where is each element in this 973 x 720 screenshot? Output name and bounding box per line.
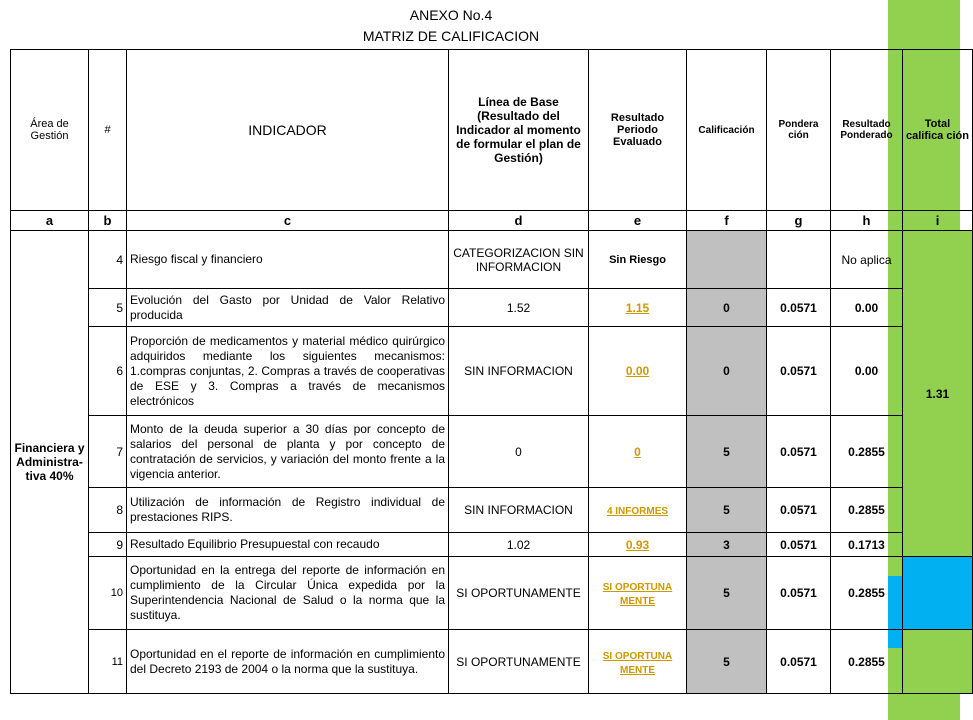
- weighted-result: 0.2855: [831, 488, 903, 533]
- row-number: 4: [89, 231, 127, 289]
- row-number: 9: [89, 533, 127, 557]
- total-empty-cell: [903, 630, 973, 694]
- qualification-value: 5: [687, 416, 767, 488]
- baseline-value: SI OPORTUNAMENTE: [449, 557, 589, 630]
- letter-i: i: [903, 211, 973, 231]
- period-result-link[interactable]: SI OPORTUNA MENTE: [602, 650, 673, 676]
- indicator-text: Utilización de información de Registro individual de prestaciones RIPS.: [127, 488, 449, 533]
- table-row: [11, 533, 973, 557]
- qualification-value: 0: [687, 289, 767, 327]
- weight-value: 0.0571: [767, 533, 831, 557]
- table-row: [11, 231, 973, 289]
- qualification-value: 5: [687, 557, 767, 630]
- matrix-title: MATRIZ DE CALIFICACION: [362, 28, 540, 44]
- table-row: [11, 416, 973, 488]
- table-row: [11, 327, 973, 416]
- row-number: 7: [89, 416, 127, 488]
- header-qualification: Calificación: [687, 50, 767, 211]
- indicator-text: Proporción de medicamentos y material médico quirúrgico adquiridos mediante los siguientes mecanismos: 1.compras conjuntas, 2. Compras a través de cooperativas de ESE y 3. Compras a través de mecanismos electrónicos: [127, 327, 449, 416]
- table-row: [11, 630, 973, 694]
- baseline-value: 0: [449, 416, 589, 488]
- period-result-cell: [589, 557, 687, 630]
- weight-value: 0.0571: [767, 327, 831, 416]
- header-weighted-result: Resultado Ponderado: [831, 50, 903, 211]
- baseline-value: CATEGORIZACION SIN INFORMACION: [449, 231, 589, 289]
- header-total: Total califica ción: [903, 50, 973, 211]
- baseline-value: SIN INFORMACION: [449, 488, 589, 533]
- header-row: [11, 50, 973, 211]
- baseline-value: 1.02: [449, 533, 589, 557]
- indicator-text: Resultado Equilibrio Presupuestal con recaudo: [127, 533, 449, 557]
- row-number: 6: [89, 327, 127, 416]
- indicator-text: Evolución del Gasto por Unidad de Valor Relativo producida: [127, 289, 449, 327]
- header-indicator: INDICADOR: [127, 50, 449, 211]
- weight-value: [767, 231, 831, 289]
- period-result-link[interactable]: 0.00: [625, 364, 650, 378]
- letter-a: a: [11, 211, 89, 231]
- letter-g: g: [767, 211, 831, 231]
- period-result-link[interactable]: 1.15: [625, 300, 650, 315]
- weighted-result: 0.1713: [831, 533, 903, 557]
- weight-value: 0.0571: [767, 557, 831, 630]
- weighted-result: 0.2855: [831, 630, 903, 694]
- baseline-value: 1.52: [449, 289, 589, 327]
- letters-row: [11, 211, 973, 231]
- qualification-value: 5: [687, 488, 767, 533]
- period-result-cell: [589, 533, 687, 557]
- letter-h: h: [831, 211, 903, 231]
- letter-e: e: [589, 211, 687, 231]
- indicator-text: Oportunidad en la entrega del reporte de información en cumplimiento de la Circular Única expedida por la Superintendencia Nacional de Salud o la norma que la sustituya.: [127, 557, 449, 630]
- total-score: 1.31: [903, 231, 973, 557]
- header-weight: Pondera ción: [767, 50, 831, 211]
- qualification-value: [687, 231, 767, 289]
- weighted-result: 0.2855: [831, 557, 903, 630]
- weighted-result: No aplica: [831, 231, 903, 289]
- letter-b: b: [89, 211, 127, 231]
- period-result-link[interactable]: 4 INFORMES: [606, 506, 669, 517]
- indicator-text: Oportunidad en el reporte de información en cumplimiento del Decreto 2193 de 2004 o la norma que la sustituya.: [127, 630, 449, 694]
- weight-value: 0.0571: [767, 416, 831, 488]
- row-number: 8: [89, 488, 127, 533]
- period-result-cell: [589, 327, 687, 416]
- weighted-result: 0.00: [831, 327, 903, 416]
- row-number: 5: [89, 289, 127, 327]
- period-result: Sin Riesgo: [589, 231, 687, 289]
- period-result-cell: [589, 488, 687, 533]
- letter-f: f: [687, 211, 767, 231]
- weight-value: 0.0571: [767, 289, 831, 327]
- indicator-text: Riesgo fiscal y financiero: [127, 231, 449, 289]
- total-empty-cell: [903, 557, 973, 630]
- row-number: 11: [89, 630, 127, 694]
- weight-value: 0.0571: [767, 488, 831, 533]
- annex-title: ANEXO No.4: [409, 7, 493, 23]
- header-number: #: [89, 50, 127, 211]
- qualification-value: 3: [687, 533, 767, 557]
- qualification-matrix: [10, 49, 973, 694]
- letter-c: c: [127, 211, 449, 231]
- period-result-cell: [589, 416, 687, 488]
- period-result-cell: [589, 289, 687, 327]
- area-financiera-cell: Financiera y Administra- tiva 40%: [11, 231, 89, 694]
- header-baseline: Línea de Base (Resultado del Indicador al momento de formular el plan de Gestión): [449, 50, 589, 211]
- qualification-value: 0: [687, 327, 767, 416]
- baseline-value: SIN INFORMACION: [449, 327, 589, 416]
- baseline-value: SI OPORTUNAMENTE: [449, 630, 589, 694]
- table-row: [11, 557, 973, 630]
- weight-value: 0.0571: [767, 630, 831, 694]
- weighted-result: 0.2855: [831, 416, 903, 488]
- period-result-link[interactable]: 0: [634, 444, 641, 459]
- indicator-text: Monto de la deuda superior a 30 días por concepto de salarios del personal de planta y por concepto de contratación de servicios, y variación del monto frente a la vigencia anterior.: [127, 416, 449, 488]
- table-row: [11, 488, 973, 533]
- qualification-value: 5: [687, 630, 767, 694]
- period-result-link[interactable]: SI OPORTUNA MENTE: [602, 582, 673, 607]
- header-period-result: Resultado Periodo Evaluado: [589, 50, 687, 211]
- period-result-link[interactable]: 0.93: [625, 537, 650, 552]
- table-row: [11, 289, 973, 327]
- period-result-cell: [589, 630, 687, 694]
- row-number: 10: [89, 557, 127, 630]
- header-area: Área de Gestión: [11, 50, 89, 211]
- letter-d: d: [449, 211, 589, 231]
- weighted-result: 0.00: [831, 289, 903, 327]
